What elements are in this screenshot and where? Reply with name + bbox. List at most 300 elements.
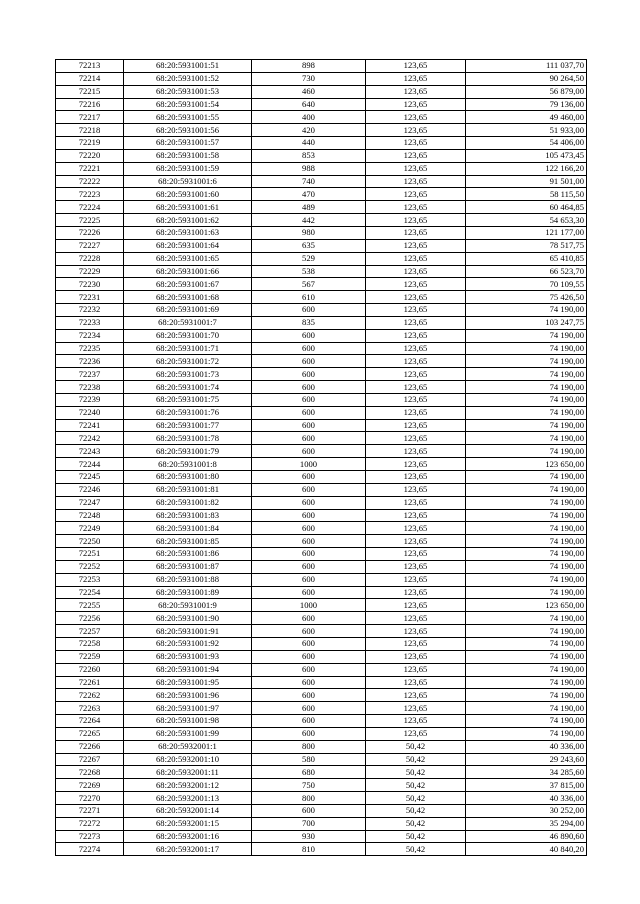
cadastral-number-cell: 68:20:5931001:7: [124, 316, 252, 329]
cadastral-value-cell: 74 190,00: [466, 432, 587, 445]
unit-value-cell: 123,65: [366, 226, 466, 239]
cadastral-value-cell: 74 190,00: [466, 676, 587, 689]
unit-value-cell: 123,65: [366, 85, 466, 98]
cadastral-number-cell: 68:20:5932001:1: [124, 740, 252, 753]
unit-value-cell: 123,65: [366, 702, 466, 715]
area-cell: 610: [252, 291, 366, 304]
row-number-cell: 72234: [56, 329, 124, 342]
cadastral-value-cell: 90 264,50: [466, 72, 587, 85]
area-cell: 600: [252, 496, 366, 509]
area-cell: 1000: [252, 599, 366, 612]
area-cell: 600: [252, 432, 366, 445]
cadastral-number-cell: 68:20:5931001:9: [124, 599, 252, 612]
unit-value-cell: 123,65: [366, 560, 466, 573]
table-row: [56, 483, 587, 496]
row-number-cell: 72214: [56, 72, 124, 85]
table-row: [56, 804, 587, 817]
cadastral-value-table: [55, 59, 587, 856]
table-row: [56, 522, 587, 535]
cadastral-number-cell: 68:20:5931001:90: [124, 612, 252, 625]
unit-value-cell: 123,65: [366, 637, 466, 650]
cadastral-value-cell: 74 190,00: [466, 381, 587, 394]
area-cell: 600: [252, 304, 366, 317]
table-row: [56, 843, 587, 856]
area-cell: 835: [252, 316, 366, 329]
area-cell: 470: [252, 188, 366, 201]
table-row: [56, 98, 587, 111]
cadastral-number-cell: 68:20:5931001:60: [124, 188, 252, 201]
unit-value-cell: 50,42: [366, 804, 466, 817]
row-number-cell: 72265: [56, 727, 124, 740]
table-row: [56, 252, 587, 265]
cadastral-number-cell: 68:20:5931001:81: [124, 483, 252, 496]
row-number-cell: 72255: [56, 599, 124, 612]
table-row: [56, 471, 587, 484]
area-cell: 529: [252, 252, 366, 265]
unit-value-cell: 123,65: [366, 458, 466, 471]
table-body: [56, 60, 587, 856]
unit-value-cell: 123,65: [366, 149, 466, 162]
cadastral-value-cell: 40 336,00: [466, 740, 587, 753]
table-row: [56, 304, 587, 317]
cadastral-number-cell: 68:20:5931001:69: [124, 304, 252, 317]
cadastral-value-cell: 105 473,45: [466, 149, 587, 162]
cadastral-value-cell: 91 501,00: [466, 175, 587, 188]
row-number-cell: 72230: [56, 278, 124, 291]
cadastral-value-cell: 74 190,00: [466, 522, 587, 535]
cadastral-value-cell: 74 190,00: [466, 637, 587, 650]
cadastral-value-cell: 74 190,00: [466, 509, 587, 522]
table-row: [56, 637, 587, 650]
unit-value-cell: 123,65: [366, 625, 466, 638]
table-row: [56, 291, 587, 304]
unit-value-cell: 123,65: [366, 535, 466, 548]
table-row: [56, 792, 587, 805]
area-cell: 600: [252, 727, 366, 740]
cadastral-value-cell: 74 190,00: [466, 548, 587, 561]
cadastral-number-cell: 68:20:5931001:63: [124, 226, 252, 239]
cadastral-value-cell: 74 190,00: [466, 483, 587, 496]
cadastral-number-cell: 68:20:5931001:8: [124, 458, 252, 471]
row-number-cell: 72270: [56, 792, 124, 805]
area-cell: 600: [252, 560, 366, 573]
row-number-cell: 72238: [56, 381, 124, 394]
unit-value-cell: 123,65: [366, 239, 466, 252]
area-cell: 489: [252, 201, 366, 214]
row-number-cell: 72235: [56, 342, 124, 355]
row-number-cell: 72223: [56, 188, 124, 201]
unit-value-cell: 123,65: [366, 445, 466, 458]
unit-value-cell: 50,42: [366, 843, 466, 856]
table-row: [56, 830, 587, 843]
cadastral-value-cell: 74 190,00: [466, 304, 587, 317]
cadastral-value-cell: 74 190,00: [466, 650, 587, 663]
cadastral-value-cell: 103 247,75: [466, 316, 587, 329]
area-cell: 600: [252, 548, 366, 561]
cadastral-number-cell: 68:20:5931001:71: [124, 342, 252, 355]
unit-value-cell: 123,65: [366, 124, 466, 137]
area-cell: 640: [252, 98, 366, 111]
cadastral-value-cell: 78 517,75: [466, 239, 587, 252]
cadastral-value-cell: 74 190,00: [466, 496, 587, 509]
row-number-cell: 72246: [56, 483, 124, 496]
cadastral-number-cell: 68:20:5931001:57: [124, 137, 252, 150]
table-row: [56, 406, 587, 419]
cadastral-value-cell: 74 190,00: [466, 419, 587, 432]
area-cell: 898: [252, 60, 366, 73]
cadastral-number-cell: 68:20:5931001:86: [124, 548, 252, 561]
row-number-cell: 72268: [56, 766, 124, 779]
row-number-cell: 72237: [56, 368, 124, 381]
table-row: [56, 573, 587, 586]
row-number-cell: 72227: [56, 239, 124, 252]
cadastral-value-cell: 58 115,50: [466, 188, 587, 201]
unit-value-cell: 123,65: [366, 316, 466, 329]
cadastral-number-cell: 68:20:5931001:6: [124, 175, 252, 188]
row-number-cell: 72274: [56, 843, 124, 856]
area-cell: 460: [252, 85, 366, 98]
cadastral-value-cell: 74 190,00: [466, 342, 587, 355]
unit-value-cell: 50,42: [366, 792, 466, 805]
cadastral-value-cell: 74 190,00: [466, 715, 587, 728]
cadastral-value-cell: 30 252,00: [466, 804, 587, 817]
area-cell: 600: [252, 637, 366, 650]
table-row: [56, 715, 587, 728]
table-row: [56, 727, 587, 740]
row-number-cell: 72258: [56, 637, 124, 650]
unit-value-cell: 123,65: [366, 175, 466, 188]
area-cell: 810: [252, 843, 366, 856]
area-cell: 800: [252, 792, 366, 805]
unit-value-cell: 123,65: [366, 214, 466, 227]
table-row: [56, 124, 587, 137]
row-number-cell: 72228: [56, 252, 124, 265]
table-row: [56, 445, 587, 458]
table-row: [56, 137, 587, 150]
area-cell: 420: [252, 124, 366, 137]
row-number-cell: 72244: [56, 458, 124, 471]
table-row: [56, 393, 587, 406]
unit-value-cell: 123,65: [366, 727, 466, 740]
row-number-cell: 72256: [56, 612, 124, 625]
cadastral-value-cell: 74 190,00: [466, 445, 587, 458]
area-cell: 600: [252, 689, 366, 702]
cadastral-number-cell: 68:20:5931001:55: [124, 111, 252, 124]
row-number-cell: 72219: [56, 137, 124, 150]
area-cell: 635: [252, 239, 366, 252]
row-number-cell: 72247: [56, 496, 124, 509]
row-number-cell: 72216: [56, 98, 124, 111]
row-number-cell: 72240: [56, 406, 124, 419]
cadastral-value-cell: 51 933,00: [466, 124, 587, 137]
cadastral-value-cell: 74 190,00: [466, 573, 587, 586]
area-cell: 930: [252, 830, 366, 843]
area-cell: 600: [252, 406, 366, 419]
table-row: [56, 676, 587, 689]
area-cell: 600: [252, 393, 366, 406]
table-row: [56, 149, 587, 162]
unit-value-cell: 123,65: [366, 252, 466, 265]
cadastral-number-cell: 68:20:5931001:87: [124, 560, 252, 573]
cadastral-number-cell: 68:20:5931001:56: [124, 124, 252, 137]
area-cell: 600: [252, 804, 366, 817]
cadastral-number-cell: 68:20:5931001:97: [124, 702, 252, 715]
cadastral-value-cell: 111 037,70: [466, 60, 587, 73]
area-cell: 800: [252, 740, 366, 753]
table-row: [56, 201, 587, 214]
row-number-cell: 72241: [56, 419, 124, 432]
area-cell: 600: [252, 381, 366, 394]
cadastral-number-cell: 68:20:5931001:91: [124, 625, 252, 638]
cadastral-number-cell: 68:20:5931001:67: [124, 278, 252, 291]
cadastral-number-cell: 68:20:5931001:84: [124, 522, 252, 535]
cadastral-value-cell: 74 190,00: [466, 560, 587, 573]
table-row: [56, 509, 587, 522]
cadastral-number-cell: 68:20:5931001:75: [124, 393, 252, 406]
table-row: [56, 342, 587, 355]
area-cell: 600: [252, 509, 366, 522]
cadastral-number-cell: 68:20:5931001:83: [124, 509, 252, 522]
cadastral-number-cell: 68:20:5931001:68: [124, 291, 252, 304]
cadastral-number-cell: 68:20:5932001:15: [124, 817, 252, 830]
cadastral-number-cell: 68:20:5931001:61: [124, 201, 252, 214]
cadastral-number-cell: 68:20:5931001:85: [124, 535, 252, 548]
cadastral-value-cell: 74 190,00: [466, 727, 587, 740]
unit-value-cell: 123,65: [366, 137, 466, 150]
table-row: [56, 663, 587, 676]
row-number-cell: 72222: [56, 175, 124, 188]
row-number-cell: 72251: [56, 548, 124, 561]
area-cell: 600: [252, 676, 366, 689]
unit-value-cell: 123,65: [366, 342, 466, 355]
table-row: [56, 175, 587, 188]
cadastral-value-cell: 40 840,20: [466, 843, 587, 856]
area-cell: 600: [252, 715, 366, 728]
area-cell: 400: [252, 111, 366, 124]
unit-value-cell: 123,65: [366, 188, 466, 201]
table-row: [56, 702, 587, 715]
area-cell: 988: [252, 162, 366, 175]
cadastral-value-cell: 65 410,85: [466, 252, 587, 265]
cadastral-value-cell: 74 190,00: [466, 625, 587, 638]
cadastral-number-cell: 68:20:5931001:59: [124, 162, 252, 175]
cadastral-number-cell: 68:20:5932001:12: [124, 779, 252, 792]
unit-value-cell: 123,65: [366, 522, 466, 535]
cadastral-value-cell: 74 190,00: [466, 393, 587, 406]
table-row: [56, 355, 587, 368]
cadastral-value-cell: 54 406,00: [466, 137, 587, 150]
row-number-cell: 72263: [56, 702, 124, 715]
table-row: [56, 419, 587, 432]
cadastral-value-cell: 122 166,20: [466, 162, 587, 175]
area-cell: 600: [252, 702, 366, 715]
unit-value-cell: 123,65: [366, 406, 466, 419]
table-row: [56, 458, 587, 471]
row-number-cell: 72272: [56, 817, 124, 830]
table-row: [56, 72, 587, 85]
area-cell: 442: [252, 214, 366, 227]
cadastral-value-cell: 74 190,00: [466, 535, 587, 548]
row-number-cell: 72271: [56, 804, 124, 817]
area-cell: 600: [252, 483, 366, 496]
cadastral-number-cell: 68:20:5931001:64: [124, 239, 252, 252]
unit-value-cell: 123,65: [366, 509, 466, 522]
unit-value-cell: 50,42: [366, 753, 466, 766]
area-cell: 1000: [252, 458, 366, 471]
table-row: [56, 612, 587, 625]
cadastral-value-cell: 74 190,00: [466, 663, 587, 676]
table-row: [56, 779, 587, 792]
unit-value-cell: 123,65: [366, 201, 466, 214]
cadastral-number-cell: 68:20:5931001:77: [124, 419, 252, 432]
unit-value-cell: 123,65: [366, 304, 466, 317]
row-number-cell: 72273: [56, 830, 124, 843]
table-row: [56, 381, 587, 394]
area-cell: 600: [252, 612, 366, 625]
table-row: [56, 689, 587, 702]
area-cell: 680: [252, 766, 366, 779]
row-number-cell: 72266: [56, 740, 124, 753]
row-number-cell: 72249: [56, 522, 124, 535]
cadastral-value-cell: 56 879,00: [466, 85, 587, 98]
unit-value-cell: 50,42: [366, 740, 466, 753]
table-row: [56, 535, 587, 548]
cadastral-number-cell: 68:20:5931001:54: [124, 98, 252, 111]
cadastral-value-cell: 74 190,00: [466, 329, 587, 342]
cadastral-value-cell: 121 177,00: [466, 226, 587, 239]
cadastral-number-cell: 68:20:5931001:98: [124, 715, 252, 728]
cadastral-number-cell: 68:20:5931001:73: [124, 368, 252, 381]
cadastral-number-cell: 68:20:5931001:88: [124, 573, 252, 586]
row-number-cell: 72252: [56, 560, 124, 573]
cadastral-number-cell: 68:20:5931001:93: [124, 650, 252, 663]
area-cell: 740: [252, 175, 366, 188]
unit-value-cell: 123,65: [366, 676, 466, 689]
row-number-cell: 72218: [56, 124, 124, 137]
area-cell: 567: [252, 278, 366, 291]
table-row: [56, 740, 587, 753]
cadastral-value-cell: 74 190,00: [466, 586, 587, 599]
unit-value-cell: 123,65: [366, 689, 466, 702]
row-number-cell: 72239: [56, 393, 124, 406]
row-number-cell: 72259: [56, 650, 124, 663]
row-number-cell: 72257: [56, 625, 124, 638]
table-row: [56, 650, 587, 663]
cadastral-value-cell: 34 285,60: [466, 766, 587, 779]
unit-value-cell: 123,65: [366, 573, 466, 586]
row-number-cell: 72229: [56, 265, 124, 278]
cadastral-number-cell: 68:20:5931001:92: [124, 637, 252, 650]
area-cell: 600: [252, 471, 366, 484]
cadastral-number-cell: 68:20:5932001:14: [124, 804, 252, 817]
area-cell: 440: [252, 137, 366, 150]
unit-value-cell: 123,65: [366, 432, 466, 445]
unit-value-cell: 123,65: [366, 381, 466, 394]
cadastral-value-cell: 74 190,00: [466, 355, 587, 368]
cadastral-value-cell: 40 336,00: [466, 792, 587, 805]
unit-value-cell: 123,65: [366, 265, 466, 278]
row-number-cell: 72213: [56, 60, 124, 73]
cadastral-value-cell: 54 653,30: [466, 214, 587, 227]
cadastral-number-cell: 68:20:5931001:72: [124, 355, 252, 368]
row-number-cell: 72262: [56, 689, 124, 702]
area-cell: 600: [252, 522, 366, 535]
row-number-cell: 72236: [56, 355, 124, 368]
area-cell: 600: [252, 342, 366, 355]
table-row: [56, 560, 587, 573]
unit-value-cell: 123,65: [366, 162, 466, 175]
cadastral-value-cell: 123 650,00: [466, 458, 587, 471]
table-row: [56, 586, 587, 599]
unit-value-cell: 123,65: [366, 419, 466, 432]
cadastral-value-cell: 74 190,00: [466, 702, 587, 715]
table-row: [56, 162, 587, 175]
row-number-cell: 72224: [56, 201, 124, 214]
row-number-cell: 72231: [56, 291, 124, 304]
area-cell: 600: [252, 625, 366, 638]
cadastral-value-cell: 35 294,00: [466, 817, 587, 830]
unit-value-cell: 123,65: [366, 60, 466, 73]
table-row: [56, 368, 587, 381]
table-row: [56, 817, 587, 830]
table-row: [56, 316, 587, 329]
table-row: [56, 226, 587, 239]
table-row: [56, 625, 587, 638]
cadastral-value-cell: 74 190,00: [466, 612, 587, 625]
cadastral-number-cell: 68:20:5932001:11: [124, 766, 252, 779]
cadastral-value-cell: 74 190,00: [466, 689, 587, 702]
row-number-cell: 72253: [56, 573, 124, 586]
cadastral-value-cell: 66 523,70: [466, 265, 587, 278]
table-row: [56, 599, 587, 612]
cadastral-value-cell: 75 426,50: [466, 291, 587, 304]
unit-value-cell: 123,65: [366, 368, 466, 381]
cadastral-number-cell: 68:20:5931001:62: [124, 214, 252, 227]
cadastral-value-cell: 70 109,55: [466, 278, 587, 291]
area-cell: 730: [252, 72, 366, 85]
cadastral-number-cell: 68:20:5932001:10: [124, 753, 252, 766]
unit-value-cell: 123,65: [366, 715, 466, 728]
unit-value-cell: 123,65: [366, 471, 466, 484]
cadastral-number-cell: 68:20:5931001:82: [124, 496, 252, 509]
table-row: [56, 111, 587, 124]
row-number-cell: 72261: [56, 676, 124, 689]
cadastral-value-cell: 37 815,00: [466, 779, 587, 792]
row-number-cell: 72260: [56, 663, 124, 676]
cadastral-number-cell: 68:20:5932001:16: [124, 830, 252, 843]
unit-value-cell: 123,65: [366, 329, 466, 342]
area-cell: 600: [252, 573, 366, 586]
row-number-cell: 72232: [56, 304, 124, 317]
cadastral-number-cell: 68:20:5931001:99: [124, 727, 252, 740]
table-row: [56, 496, 587, 509]
area-cell: 600: [252, 650, 366, 663]
area-cell: 853: [252, 149, 366, 162]
unit-value-cell: 123,65: [366, 599, 466, 612]
row-number-cell: 72267: [56, 753, 124, 766]
cadastral-number-cell: 68:20:5931001:89: [124, 586, 252, 599]
cadastral-number-cell: 68:20:5931001:58: [124, 149, 252, 162]
cadastral-number-cell: 68:20:5931001:74: [124, 381, 252, 394]
unit-value-cell: 123,65: [366, 612, 466, 625]
row-number-cell: 72242: [56, 432, 124, 445]
table-row: [56, 265, 587, 278]
row-number-cell: 72254: [56, 586, 124, 599]
unit-value-cell: 50,42: [366, 779, 466, 792]
cadastral-number-cell: 68:20:5931001:52: [124, 72, 252, 85]
unit-value-cell: 123,65: [366, 496, 466, 509]
cadastral-number-cell: 68:20:5931001:53: [124, 85, 252, 98]
